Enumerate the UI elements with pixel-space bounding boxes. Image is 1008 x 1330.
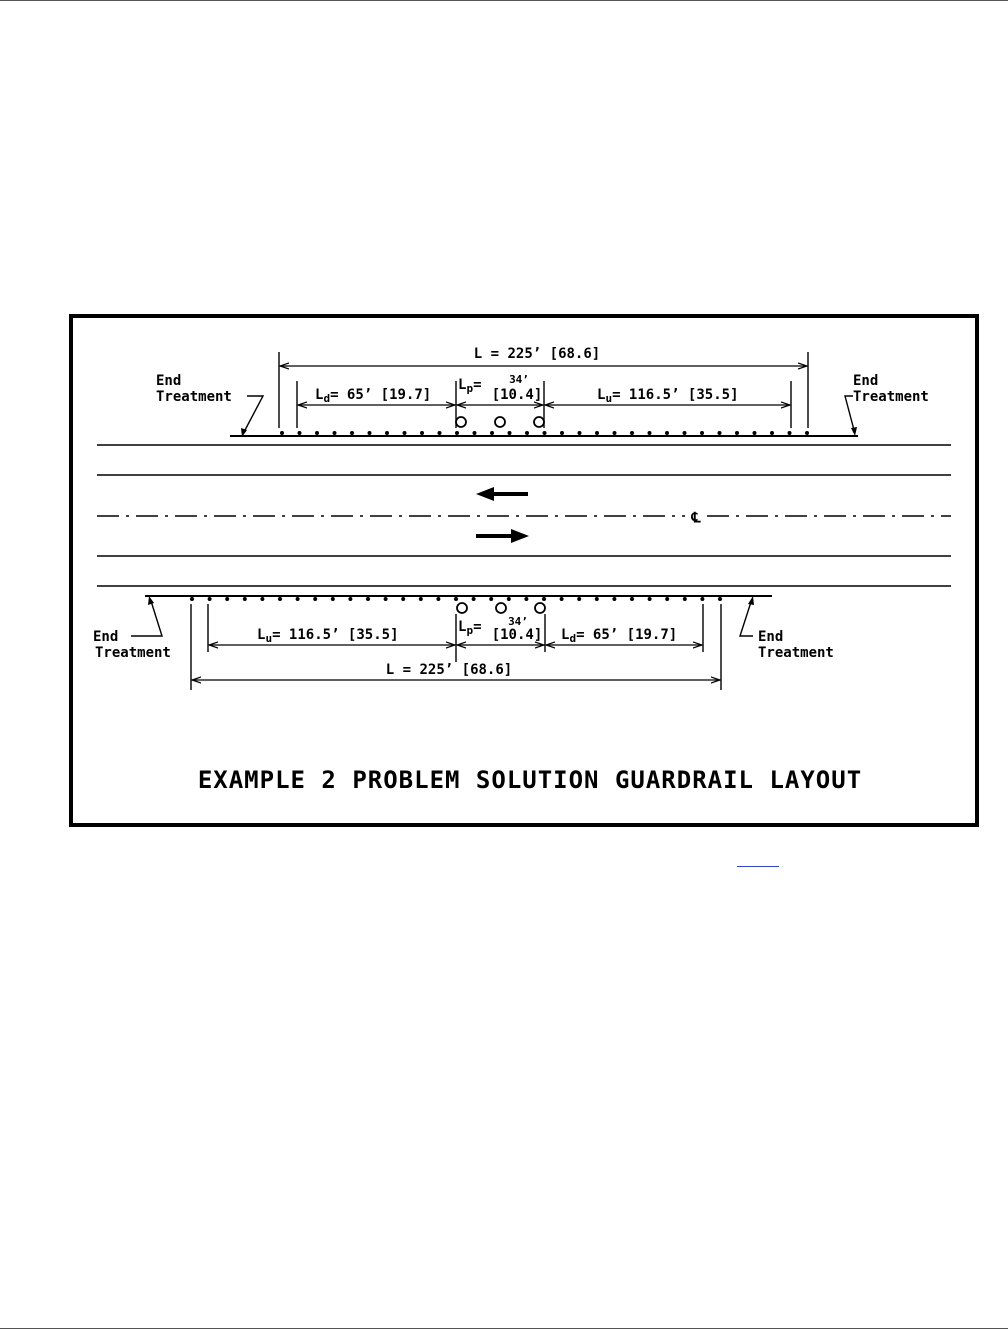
lower-post-0: [190, 597, 194, 601]
upper-post-29: [788, 431, 792, 435]
lower-post-15: [454, 597, 458, 601]
upper-post-19: [613, 431, 617, 435]
lower-post-28: [683, 597, 687, 601]
lower-post-23: [595, 597, 599, 601]
lower-pier-1: [457, 603, 467, 613]
lower-post-24: [612, 597, 616, 601]
lower-post-18: [507, 597, 511, 601]
lower-post-12: [401, 597, 405, 601]
lower-guardrail-posts: [190, 597, 722, 601]
lower-left-end-label-2: Treatment: [95, 645, 171, 661]
upper-left-end-leader: [244, 396, 263, 432]
lower-right-end-leader: [740, 602, 753, 636]
lower-right-end-label-2: Treatment: [758, 645, 834, 661]
upper-post-2: [315, 431, 319, 435]
figure-title: EXAMPLE 2 PROBLEM SOLUTION GUARDRAIL LAYOUT: [197, 766, 863, 794]
lower-post-16: [472, 597, 476, 601]
lower-post-13: [419, 597, 423, 601]
upper-post-15: [543, 431, 547, 435]
lower-pier-3: [535, 603, 545, 613]
lower-left-end-leader: [131, 601, 162, 636]
lower-post-26: [648, 597, 652, 601]
upper-post-23: [683, 431, 687, 435]
roadway: [97, 445, 951, 586]
upper-lp-label: $L_p=$: [458, 377, 482, 395]
lower-right-end-leader-arrow: [748, 596, 754, 605]
lower-post-29: [700, 597, 704, 601]
lower-post-11: [384, 597, 388, 601]
upper-post-24: [700, 431, 704, 435]
upper-post-1: [298, 431, 302, 435]
upper-post-12: [490, 431, 494, 435]
upper-post-10: [455, 431, 459, 435]
lower-lu-label: $L_u= 116.5$’ [35.5]: [257, 627, 399, 645]
lower-post-21: [560, 597, 564, 601]
upper-post-13: [508, 431, 512, 435]
hyperlink-underline[interactable]: [737, 866, 779, 867]
lower-post-19: [524, 597, 528, 601]
upper-pier-3: [534, 417, 544, 427]
upper-post-22: [665, 431, 669, 435]
upper-post-8: [420, 431, 424, 435]
lower-lp-value-m: [10.4]: [491, 627, 543, 643]
upper-pier-2: [495, 417, 505, 427]
lower-post-4: [260, 597, 264, 601]
upper-post-9: [438, 431, 442, 435]
lower-post-27: [665, 597, 669, 601]
upper-post-18: [595, 431, 599, 435]
upper-post-3: [333, 431, 337, 435]
lower-post-17: [489, 597, 493, 601]
upper-post-11: [473, 431, 477, 435]
lower-post-20: [542, 597, 546, 601]
upper-post-0: [280, 431, 284, 435]
upper-lp-value-ft: 34’: [509, 373, 529, 386]
lower-post-2: [225, 597, 229, 601]
upper-post-16: [560, 431, 564, 435]
upper-post-4: [350, 431, 354, 435]
centerline-symbol: ℄: [691, 510, 701, 526]
lower-post-25: [630, 597, 634, 601]
upper-total-length-label: L = 225’ [68.6]: [473, 346, 601, 362]
lower-pier-2: [496, 603, 506, 613]
upper-pier-1: [456, 417, 466, 427]
lower-post-6: [296, 597, 300, 601]
lower-post-30: [718, 597, 722, 601]
lower-post-9: [348, 597, 352, 601]
traffic-arrow-eastbound: [476, 529, 529, 543]
upper-post-30: [805, 431, 809, 435]
upper-ld-label: $L_d= 65$’ [19.7]: [315, 387, 432, 405]
lower-right-end-label-1: End: [758, 629, 784, 645]
upper-post-5: [368, 431, 372, 435]
upper-right-end-leader-arrow: [851, 427, 857, 436]
upper-left-end-label-1: End: [156, 373, 182, 389]
lower-post-1: [208, 597, 212, 601]
upper-post-28: [770, 431, 774, 435]
upper-post-20: [630, 431, 634, 435]
lower-lp-label: $L_p=$: [458, 619, 482, 637]
lower-post-22: [577, 597, 581, 601]
upper-lu-label: $L_u= 116.5$’ [35.5]: [597, 387, 739, 405]
upper-post-25: [718, 431, 722, 435]
traffic-arrow-westbound: [476, 487, 528, 501]
lower-post-10: [366, 597, 370, 601]
upper-post-27: [753, 431, 757, 435]
lower-left-end-label-1: End: [93, 629, 119, 645]
lower-lp-value-ft: 34’: [508, 615, 528, 628]
upper-post-6: [385, 431, 389, 435]
upper-post-17: [578, 431, 582, 435]
lower-post-7: [313, 597, 317, 601]
lower-post-8: [331, 597, 335, 601]
upper-lp-value-m: [10.4]: [491, 387, 543, 403]
upper-right-end-label-2: Treatment: [853, 389, 929, 405]
upper-left-end-label-2: Treatment: [156, 389, 232, 405]
lower-post-5: [278, 597, 282, 601]
lower-total-length-label: L = 225’ [68.6]: [385, 662, 513, 678]
upper-guardrail-posts: [280, 431, 809, 435]
upper-right-end-label-1: End: [853, 373, 879, 389]
upper-post-7: [403, 431, 407, 435]
lower-left-end-leader-arrow: [148, 596, 154, 605]
lower-post-14: [436, 597, 440, 601]
lower-ld-label: $L_d= 65$’ [19.7]: [561, 627, 678, 645]
lower-post-3: [243, 597, 247, 601]
upper-post-14: [525, 431, 529, 435]
upper-post-26: [735, 431, 739, 435]
upper-post-21: [648, 431, 652, 435]
